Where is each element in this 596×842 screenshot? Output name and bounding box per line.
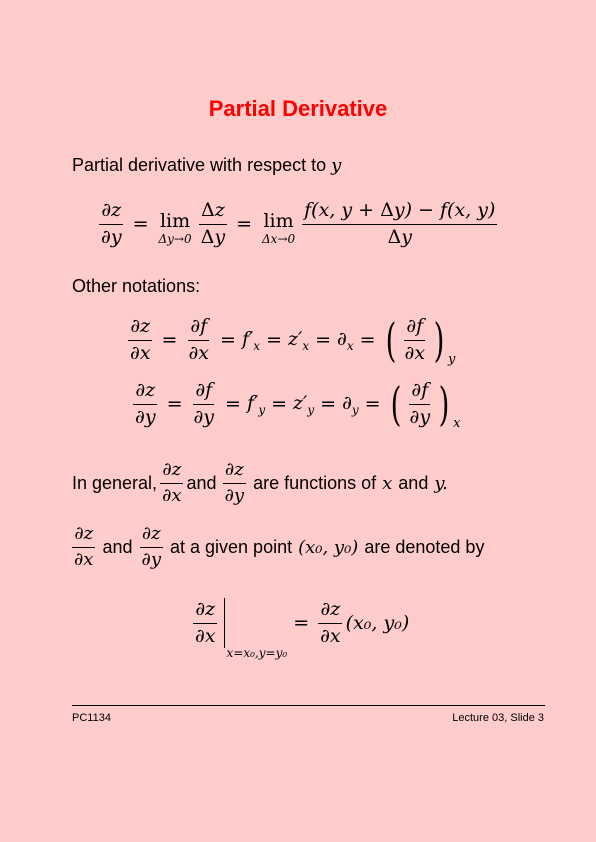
footer-course: PC1134 bbox=[72, 712, 111, 724]
intro-text: Partial derivative with respect to bbox=[72, 155, 327, 175]
difference-quotient: $\frac{f(x, y + \Delta y) - f(x, y)}{\Delta y}$ bbox=[304, 199, 496, 248]
notation-x-equation: $\frac{\partial z}{\partial x}$ = $\frac{\partial f}{\partial x}$ = $f'_x$ = $z'_x$ = $\partial_x$ = ( $\frac{\partial f}{\partial x}$ ) y bbox=[130, 313, 456, 368]
slide-title: Partial Derivative bbox=[208, 96, 388, 121]
intro-variable: y bbox=[331, 155, 342, 176]
intro-line bbox=[72, 155, 341, 176]
notation-y-equation: $\frac{\partial z}{\partial y}$ = $\frac{\partial f}{\partial y}$ = $f'_y$ = $z'_y$ = $\partial_y$ = ( $\frac{\partial f}{\partial y}$ ) x bbox=[135, 377, 461, 432]
footer-slide-number: Lecture 03, Slide 3 bbox=[452, 712, 544, 724]
footer-divider bbox=[72, 705, 545, 706]
general-statement: In general, $\frac{\partial z}{\partial x}$ and $\frac{\partial z}{\partial y}$ are functions of x and y. bbox=[72, 459, 448, 506]
evaluation-equation: $\frac{\partial z}{\partial x}$ x=x₀,y=y₀ = $\frac{\partial z}{\partial x}$ (x₀, y₀) bbox=[195, 597, 410, 660]
limit-dy: lim Δy→0 bbox=[158, 210, 192, 247]
delta-z-over-delta-y: $\frac{\Delta z}{\Delta y}$ bbox=[200, 199, 226, 248]
dz-dy-fraction: $\frac{\partial z}{\partial y}$ bbox=[101, 199, 122, 248]
point-statement: $\frac{\partial z}{\partial x}$ and $\frac{\partial z}{\partial y}$ at a given point (x₀, y₀) are denoted by bbox=[74, 523, 485, 570]
other-notations-label: Other notations: bbox=[72, 276, 201, 296]
definition-equation: $\frac{\partial z}{\partial y}$ = lim Δy→0 $\frac{\Delta z}{\Delta y}$ = lim Δx→0 $\frac{f(x, y + \Delta y) - f(x, y)}{\Delta y}$ bbox=[101, 199, 496, 248]
limit-dx: lim Δx→0 bbox=[262, 210, 296, 247]
